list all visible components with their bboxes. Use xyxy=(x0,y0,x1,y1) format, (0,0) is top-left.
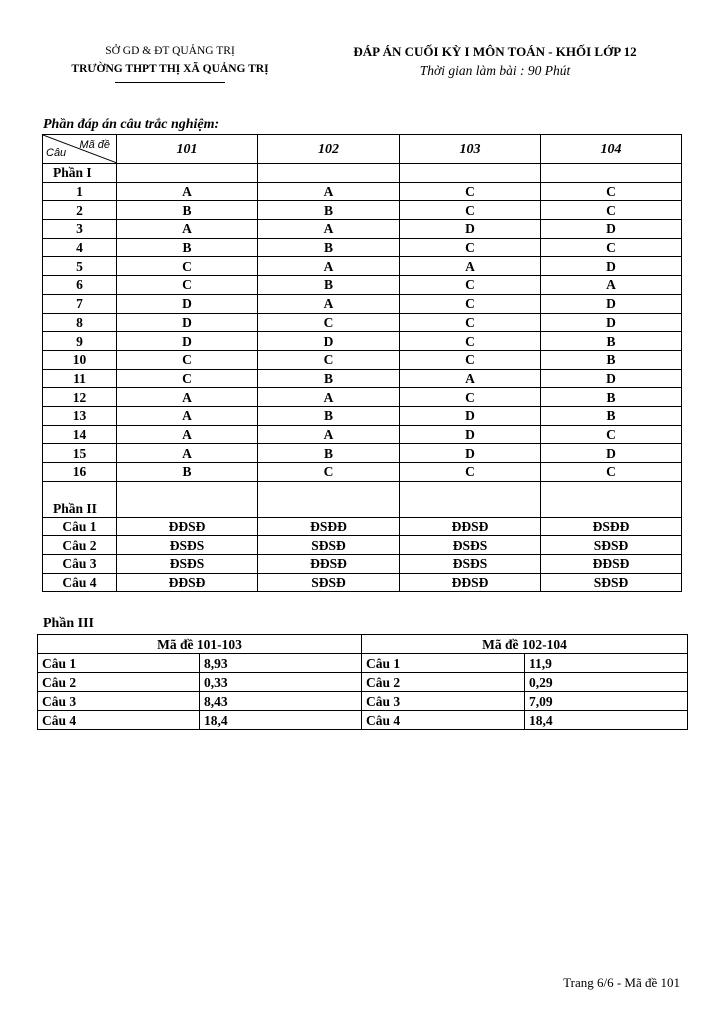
answer-value: 0,29 xyxy=(525,673,688,692)
short-answer-table xyxy=(37,634,688,730)
answer-cell: B xyxy=(117,238,258,257)
question-label: Câu 3 xyxy=(362,692,525,711)
empty-cell xyxy=(541,164,682,183)
table-row xyxy=(38,654,688,673)
question-number: 11 xyxy=(43,369,117,388)
answer-cell: C xyxy=(117,350,258,369)
answer-cell: A xyxy=(258,182,400,201)
header-right xyxy=(315,42,675,80)
table-row xyxy=(43,201,682,220)
table-row xyxy=(43,294,682,313)
answer-cell: D xyxy=(258,332,400,351)
table-row xyxy=(38,692,688,711)
question-number: 10 xyxy=(43,350,117,369)
empty-cell xyxy=(117,164,258,183)
answer-cell: D xyxy=(541,220,682,239)
table-row xyxy=(43,573,682,592)
exam-code-header: 102 xyxy=(258,135,400,164)
table-row xyxy=(43,332,682,351)
answer-cell: C xyxy=(400,350,541,369)
answer-cell: D xyxy=(541,369,682,388)
answer-cell: B xyxy=(258,201,400,220)
answer-cell: A xyxy=(117,444,258,463)
question-number: 8 xyxy=(43,313,117,332)
answer-cell: C xyxy=(541,238,682,257)
table-row xyxy=(38,673,688,692)
question-header-label: Câu xyxy=(46,147,67,159)
question-number: 1 xyxy=(43,182,117,201)
answer-cell: C xyxy=(541,425,682,444)
answer-cell: C xyxy=(400,276,541,295)
answer-value: 0,33 xyxy=(200,673,362,692)
answer-cell: ĐĐSĐ xyxy=(541,555,682,574)
answer-cell: B xyxy=(258,406,400,425)
answer-cell: D xyxy=(541,257,682,276)
answer-cell: C xyxy=(541,182,682,201)
table-row xyxy=(43,517,682,536)
answer-cell: A xyxy=(400,257,541,276)
answer-cell: ĐSĐS xyxy=(400,555,541,574)
question-number: 4 xyxy=(43,238,117,257)
answer-cell: ĐSĐS xyxy=(117,536,258,555)
table-row xyxy=(43,388,682,407)
answer-cell: B xyxy=(541,388,682,407)
answer-cell: A xyxy=(117,406,258,425)
answer-cell: C xyxy=(400,238,541,257)
question-number: 7 xyxy=(43,294,117,313)
answer-cell: C xyxy=(258,463,400,482)
answer-cell: D xyxy=(400,220,541,239)
answer-cell: A xyxy=(258,257,400,276)
answer-cell: ĐĐSĐ xyxy=(258,555,400,574)
answer-cell: B xyxy=(541,350,682,369)
question-label: Câu 1 xyxy=(43,517,117,536)
answer-cell: D xyxy=(117,294,258,313)
answer-cell: ĐĐSĐ xyxy=(117,517,258,536)
answer-cell: C xyxy=(400,463,541,482)
answer-cell: B xyxy=(117,463,258,482)
answer-cell: B xyxy=(117,201,258,220)
table-row xyxy=(43,369,682,388)
answer-cell: C xyxy=(541,463,682,482)
table-row xyxy=(43,463,682,482)
table-row xyxy=(38,711,688,730)
part-label-row xyxy=(43,164,682,183)
answer-cell: ĐSĐS xyxy=(400,536,541,555)
answer-cell: D xyxy=(117,313,258,332)
answer-value: 18,4 xyxy=(525,711,688,730)
header-underline xyxy=(115,82,225,83)
empty-cell xyxy=(541,481,682,517)
answer-cell: B xyxy=(258,276,400,295)
diagonal-header-cell xyxy=(43,135,117,164)
table-row xyxy=(43,276,682,295)
answer-cell: C xyxy=(400,388,541,407)
answer-cell: B xyxy=(258,238,400,257)
answer-cell: C xyxy=(400,182,541,201)
answer-cell: A xyxy=(117,388,258,407)
answer-cell: B xyxy=(258,444,400,463)
header-left xyxy=(40,42,300,83)
answer-cell: C xyxy=(117,257,258,276)
exam-code-header: 101 xyxy=(117,135,258,164)
question-label: Câu 4 xyxy=(362,711,525,730)
answer-cell: A xyxy=(117,220,258,239)
part1-label: Phần I xyxy=(43,164,117,183)
answer-cell: A xyxy=(258,294,400,313)
answer-cell: C xyxy=(400,313,541,332)
question-label: Câu 4 xyxy=(38,711,200,730)
question-label: Câu 3 xyxy=(38,692,200,711)
table-row xyxy=(43,555,682,574)
table-row xyxy=(43,444,682,463)
answer-cell: C xyxy=(258,313,400,332)
question-number: 13 xyxy=(43,406,117,425)
document-title: ĐÁP ÁN CUỐI KỲ I MÔN TOÁN - KHỐI LỚP 12 xyxy=(353,44,637,59)
table-row xyxy=(43,425,682,444)
answer-cell: A xyxy=(258,220,400,239)
question-label: Câu 2 xyxy=(38,673,200,692)
answer-cell: SĐSĐ xyxy=(541,536,682,555)
answer-cell: A xyxy=(117,425,258,444)
answer-cell: C xyxy=(400,332,541,351)
answer-cell: D xyxy=(400,444,541,463)
answer-cell: D xyxy=(400,406,541,425)
group-a-header: Mã đề 101-103 xyxy=(38,635,362,654)
section3-title: Phần III xyxy=(43,616,94,631)
question-number: 9 xyxy=(43,332,117,351)
department-name: SỞ GD & ĐT QUẢNG TRỊ xyxy=(105,45,235,57)
question-label: Câu 3 xyxy=(43,555,117,574)
answer-cell: A xyxy=(541,276,682,295)
answer-cell: ĐĐSĐ xyxy=(400,573,541,592)
answer-cell: B xyxy=(541,332,682,351)
school-name: TRƯỜNG THPT THỊ XÃ QUẢNG TRỊ xyxy=(71,63,269,75)
empty-cell xyxy=(400,164,541,183)
question-number: 15 xyxy=(43,444,117,463)
answer-cell: C xyxy=(400,294,541,313)
answer-cell: ĐSĐĐ xyxy=(541,517,682,536)
empty-cell xyxy=(117,481,258,517)
part2-label: Phần II xyxy=(43,481,117,517)
question-label: Câu 1 xyxy=(38,654,200,673)
multiple-choice-answer-table xyxy=(42,134,682,592)
table-row xyxy=(43,313,682,332)
table-row xyxy=(43,182,682,201)
code-header-label: Mã đề xyxy=(79,139,110,151)
empty-cell xyxy=(258,481,400,517)
page-footer: Trang 6/6 - Mã đề 101 xyxy=(563,975,680,990)
answer-cell: C xyxy=(541,201,682,220)
answer-cell: B xyxy=(258,369,400,388)
table-header-row xyxy=(43,135,682,164)
question-number: 16 xyxy=(43,463,117,482)
answer-cell: D xyxy=(400,425,541,444)
answer-cell: A xyxy=(258,425,400,444)
answer-cell: A xyxy=(400,369,541,388)
question-number: 3 xyxy=(43,220,117,239)
answer-cell: ĐSĐĐ xyxy=(258,517,400,536)
answer-value: 7,09 xyxy=(525,692,688,711)
answer-cell: ĐĐSĐ xyxy=(117,573,258,592)
question-label: Câu 2 xyxy=(362,673,525,692)
part-label-row xyxy=(43,481,682,517)
table-row xyxy=(43,220,682,239)
answer-cell: C xyxy=(117,369,258,388)
question-label: Câu 2 xyxy=(43,536,117,555)
answer-cell: C xyxy=(258,350,400,369)
table-row xyxy=(43,350,682,369)
answer-cell: SĐSĐ xyxy=(258,573,400,592)
question-number: 14 xyxy=(43,425,117,444)
exam-code-header: 104 xyxy=(541,135,682,164)
group-b-header: Mã đề 102-104 xyxy=(362,635,688,654)
table-row xyxy=(43,238,682,257)
table-header-row xyxy=(38,635,688,654)
answer-cell: SĐSĐ xyxy=(541,573,682,592)
answer-cell: D xyxy=(541,294,682,313)
answer-cell: D xyxy=(541,313,682,332)
answer-cell: A xyxy=(117,182,258,201)
answer-value: 8,43 xyxy=(200,692,362,711)
answer-cell: SĐSĐ xyxy=(258,536,400,555)
question-number: 2 xyxy=(43,201,117,220)
answer-cell: D xyxy=(541,444,682,463)
answer-cell: A xyxy=(258,388,400,407)
table-row xyxy=(43,536,682,555)
question-number: 12 xyxy=(43,388,117,407)
answer-cell: C xyxy=(400,201,541,220)
question-label: Câu 4 xyxy=(43,573,117,592)
answer-value: 18,4 xyxy=(200,711,362,730)
empty-cell xyxy=(400,481,541,517)
answer-value: 11,9 xyxy=(525,654,688,673)
answer-cell: ĐĐSĐ xyxy=(400,517,541,536)
answer-value: 8,93 xyxy=(200,654,362,673)
answer-cell: D xyxy=(117,332,258,351)
answer-cell: C xyxy=(117,276,258,295)
empty-cell xyxy=(258,164,400,183)
document-subtitle: Thời gian làm bài : 90 Phút xyxy=(419,63,571,78)
section1-title: Phần đáp án câu trắc nghiệm: xyxy=(43,117,220,132)
answer-cell: B xyxy=(541,406,682,425)
answer-cell: ĐSĐS xyxy=(117,555,258,574)
exam-code-header: 103 xyxy=(400,135,541,164)
question-number: 5 xyxy=(43,257,117,276)
question-number: 6 xyxy=(43,276,117,295)
table-row xyxy=(43,257,682,276)
table-row xyxy=(43,406,682,425)
question-label: Câu 1 xyxy=(362,654,525,673)
